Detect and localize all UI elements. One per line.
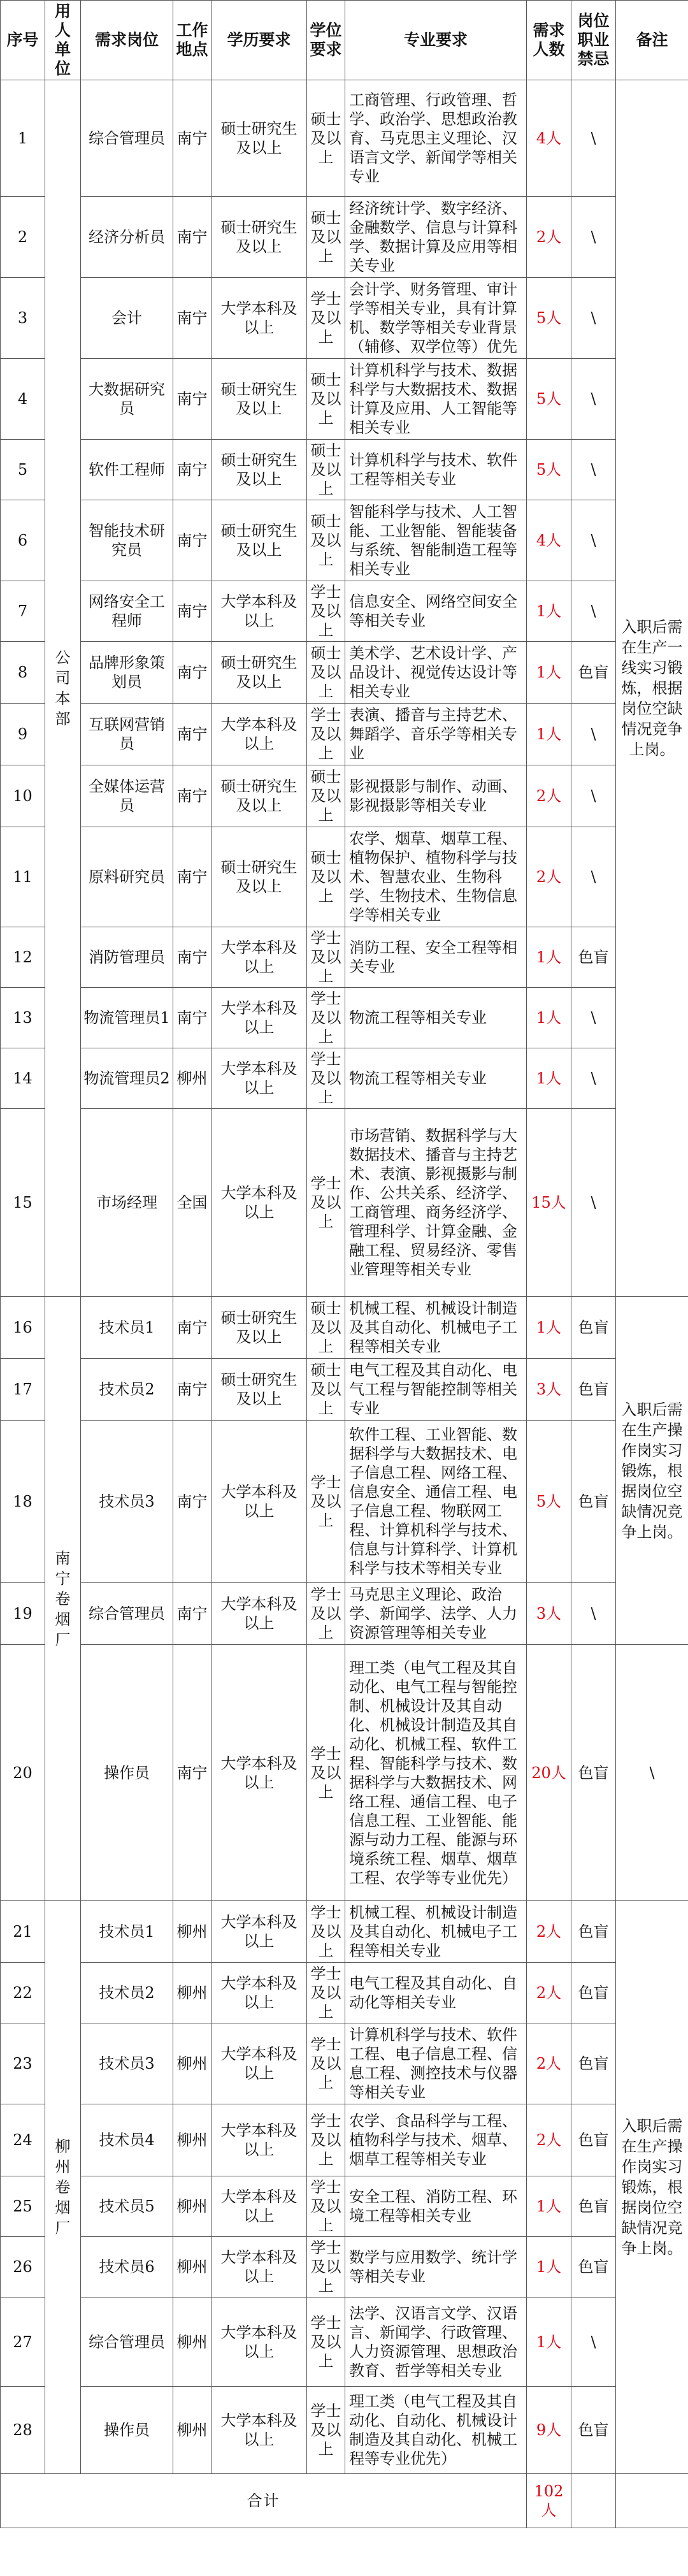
remark-cell: \ xyxy=(616,1645,688,1901)
post-cell: 技术员6 xyxy=(81,2237,173,2297)
header-no: 序号 xyxy=(1,1,45,80)
table-row xyxy=(1,1645,688,1901)
major-cell: 会计学、财务管理、审计学等相关专业，具有计算机、数学等相关专业背景（辅修、双学位等）优先 xyxy=(345,278,527,359)
taboo-cell: 色盲 xyxy=(571,642,616,704)
taboo-cell: \ xyxy=(571,581,616,642)
post-cell: 操作员 xyxy=(81,2387,173,2474)
post-cell: 品牌形象策划员 xyxy=(81,642,173,704)
table-row xyxy=(1,1297,688,1359)
degree-cell: 学士及以上 xyxy=(307,581,345,642)
education-cell: 大学本科及以上 xyxy=(211,2023,307,2104)
taboo-cell: 色盲 xyxy=(571,1963,616,2023)
location-cell: 南宁 xyxy=(173,1645,211,1901)
row-number: 26 xyxy=(1,2237,45,2297)
taboo-cell: \ xyxy=(571,278,616,359)
major-cell: 表演、播音与主持艺术、舞蹈学、音乐学等相关专业 xyxy=(345,704,527,765)
major-cell: 计算机科学与技术、软件工程等相关专业 xyxy=(345,440,527,500)
taboo-cell: 色盲 xyxy=(571,2387,616,2474)
education-cell: 大学本科及以上 xyxy=(211,1109,307,1297)
table-row xyxy=(1,704,688,765)
table-row xyxy=(1,440,688,500)
count-cell: 5人 xyxy=(527,440,571,500)
row-number: 5 xyxy=(1,440,45,500)
post-cell: 物流管理员1 xyxy=(81,988,173,1048)
education-cell: 大学本科及以上 xyxy=(211,278,307,359)
count-cell: 2人 xyxy=(527,1901,571,1963)
degree-cell: 硕士及以上 xyxy=(307,642,345,704)
major-cell: 工商管理、行政管理、哲学、政治学、思想政治教育、马克思主义理论、汉语言文学、新闻学等相关专业 xyxy=(345,80,527,197)
taboo-cell: \ xyxy=(571,765,616,827)
header-count: 需求人数 xyxy=(527,1,571,80)
row-number: 24 xyxy=(1,2104,45,2176)
location-cell: 全国 xyxy=(173,1109,211,1297)
taboo-cell: \ xyxy=(571,988,616,1048)
post-cell: 综合管理员 xyxy=(81,2297,173,2387)
row-number: 22 xyxy=(1,1963,45,2023)
count-cell: 1人 xyxy=(527,1048,571,1109)
taboo-cell: 色盲 xyxy=(571,1901,616,1963)
row-number: 17 xyxy=(1,1359,45,1421)
location-cell: 南宁 xyxy=(173,581,211,642)
location-cell: 南宁 xyxy=(173,704,211,765)
taboo-cell: \ xyxy=(571,359,616,440)
row-number: 19 xyxy=(1,1583,45,1645)
post-cell: 原料研究员 xyxy=(81,827,173,927)
major-cell: 美术学、艺术设计学、产品设计、视觉传达设计等相关专业 xyxy=(345,642,527,704)
taboo-cell: \ xyxy=(571,1583,616,1645)
post-cell: 技术员3 xyxy=(81,1421,173,1583)
location-cell: 柳州 xyxy=(173,1963,211,2023)
count-cell: 1人 xyxy=(527,988,571,1048)
header-major: 专业要求 xyxy=(345,1,527,80)
degree-cell: 学士及以上 xyxy=(307,1645,345,1901)
post-cell: 软件工程师 xyxy=(81,440,173,500)
major-cell: 消防工程、安全工程等相关专业 xyxy=(345,927,527,988)
count-cell: 1人 xyxy=(527,642,571,704)
table-row xyxy=(1,988,688,1048)
count-cell: 2人 xyxy=(527,827,571,927)
education-cell: 硕士研究生及以上 xyxy=(211,359,307,440)
major-cell: 信息安全、网络空间安全等相关专业 xyxy=(345,581,527,642)
education-cell: 硕士研究生及以上 xyxy=(211,642,307,704)
row-number: 8 xyxy=(1,642,45,704)
degree-cell: 硕士及以上 xyxy=(307,197,345,278)
major-cell: 农学、食品科学与工程、植物科学与技术、烟草、烟草工程等相关专业 xyxy=(345,2104,527,2176)
count-cell: 2人 xyxy=(527,1963,571,2023)
taboo-cell: 色盲 xyxy=(571,1359,616,1421)
education-cell: 大学本科及以上 xyxy=(211,2297,307,2387)
count-cell: 3人 xyxy=(527,1583,571,1645)
location-cell: 南宁 xyxy=(173,927,211,988)
row-number: 20 xyxy=(1,1645,45,1901)
location-cell: 南宁 xyxy=(173,278,211,359)
location-cell: 柳州 xyxy=(173,1901,211,1963)
count-cell: 3人 xyxy=(527,1359,571,1421)
row-number: 3 xyxy=(1,278,45,359)
table-row xyxy=(1,1963,688,2023)
table-row xyxy=(1,581,688,642)
education-cell: 大学本科及以上 xyxy=(211,1963,307,2023)
count-cell: 1人 xyxy=(527,2237,571,2297)
row-number: 1 xyxy=(1,80,45,197)
education-cell: 大学本科及以上 xyxy=(211,988,307,1048)
education-cell: 大学本科及以上 xyxy=(211,1048,307,1109)
education-cell: 大学本科及以上 xyxy=(211,1901,307,1963)
table-row xyxy=(1,1048,688,1109)
taboo-cell: \ xyxy=(571,2297,616,2387)
post-cell: 会计 xyxy=(81,278,173,359)
location-cell: 柳州 xyxy=(173,2104,211,2176)
major-cell: 计算机科学与技术、软件工程、电子信息工程、信息工程、测控技术与仪器等相关专业 xyxy=(345,2023,527,2104)
taboo-cell: \ xyxy=(571,197,616,278)
post-cell: 技术员1 xyxy=(81,1297,173,1359)
major-cell: 软件工程、工业智能、数据科学与大数据技术、电子信息工程、网络工程、信息安全、通信工程、电子信息工程、物联网工程、计算机科学与技术、信息与计算科学、计算机科学与技术等相关专业 xyxy=(345,1421,527,1583)
major-cell: 机械工程、机械设计制造及其自动化、机械电子工程等相关专业 xyxy=(345,1297,527,1359)
education-cell: 大学本科及以上 xyxy=(211,1583,307,1645)
header-location: 工作地点 xyxy=(173,1,211,80)
table-row xyxy=(1,197,688,278)
education-cell: 大学本科及以上 xyxy=(211,704,307,765)
taboo-cell: \ xyxy=(571,827,616,927)
location-cell: 南宁 xyxy=(173,642,211,704)
table-row xyxy=(1,927,688,988)
post-cell: 综合管理员 xyxy=(81,1583,173,1645)
location-cell: 南宁 xyxy=(173,765,211,827)
education-cell: 大学本科及以上 xyxy=(211,1421,307,1583)
taboo-cell: \ xyxy=(571,500,616,581)
major-cell: 物流工程等相关专业 xyxy=(345,1048,527,1109)
count-cell: 9人 xyxy=(527,2387,571,2474)
row-number: 25 xyxy=(1,2176,45,2237)
table-row xyxy=(1,2297,688,2387)
degree-cell: 硕士及以上 xyxy=(307,440,345,500)
degree-cell: 硕士及以上 xyxy=(307,359,345,440)
count-cell: 5人 xyxy=(527,278,571,359)
education-cell: 大学本科及以上 xyxy=(211,2104,307,2176)
row-number: 21 xyxy=(1,1901,45,1963)
total-value: 102人 xyxy=(527,2474,571,2528)
total-label: 合计 xyxy=(1,2474,527,2528)
row-number: 12 xyxy=(1,927,45,988)
count-cell: 5人 xyxy=(527,1421,571,1583)
post-cell: 经济分析员 xyxy=(81,197,173,278)
location-cell: 南宁 xyxy=(173,500,211,581)
post-cell: 市场经理 xyxy=(81,1109,173,1297)
header-unit: 用人单位 xyxy=(45,1,81,80)
location-cell: 柳州 xyxy=(173,2023,211,2104)
degree-cell: 硕士及以上 xyxy=(307,765,345,827)
degree-cell: 学士及以上 xyxy=(307,1583,345,1645)
remark-cell: 入职后需在生产一线实习锻炼，根据岗位空缺情况竞争上岗。 xyxy=(616,80,688,1297)
table-row xyxy=(1,2104,688,2176)
header-post: 需求岗位 xyxy=(81,1,173,80)
education-cell: 硕士研究生及以上 xyxy=(211,1297,307,1359)
major-cell: 电气工程及其自动化、电气工程与智能控制等相关专业 xyxy=(345,1359,527,1421)
count-cell: 1人 xyxy=(527,927,571,988)
row-number: 15 xyxy=(1,1109,45,1297)
count-cell: 1人 xyxy=(527,2297,571,2387)
unit-cell: 公司本部 xyxy=(45,80,81,1297)
taboo-cell: \ xyxy=(571,80,616,197)
location-cell: 柳州 xyxy=(173,2237,211,2297)
post-cell: 消防管理员 xyxy=(81,927,173,988)
major-cell: 法学、汉语言文学、汉语言、新闻学、行政管理、人力资源管理、思想政治教育、哲学等相关专业 xyxy=(345,2297,527,2387)
row-number: 28 xyxy=(1,2387,45,2474)
major-cell: 数学与应用数学、统计学等相关专业 xyxy=(345,2237,527,2297)
row-number: 6 xyxy=(1,500,45,581)
education-cell: 大学本科及以上 xyxy=(211,2176,307,2237)
post-cell: 网络安全工程师 xyxy=(81,581,173,642)
degree-cell: 硕士及以上 xyxy=(307,827,345,927)
taboo-cell: 色盲 xyxy=(571,1645,616,1901)
location-cell: 南宁 xyxy=(173,1359,211,1421)
table-row xyxy=(1,765,688,827)
location-cell: 南宁 xyxy=(173,1297,211,1359)
major-cell: 市场营销、数据科学与大数据技术、播音与主持艺术、表演、影视摄影与制作、公共关系、经济学、工商管理、商务经济学、管理科学、计算金融、金融工程、贸易经济、零售业管理等相关专业 xyxy=(345,1109,527,1297)
count-cell: 5人 xyxy=(527,359,571,440)
degree-cell: 学士及以上 xyxy=(307,927,345,988)
header-degree: 学位要求 xyxy=(307,1,345,80)
count-cell: 15人 xyxy=(527,1109,571,1297)
major-cell: 电气工程及其自动化、自动化等相关专业 xyxy=(345,1963,527,2023)
major-cell: 物流工程等相关专业 xyxy=(345,988,527,1048)
degree-cell: 学士及以上 xyxy=(307,2387,345,2474)
count-cell: 2人 xyxy=(527,197,571,278)
major-cell: 安全工程、消防工程、环境工程等相关专业 xyxy=(345,2176,527,2237)
post-cell: 技术员5 xyxy=(81,2176,173,2237)
table-row xyxy=(1,500,688,581)
row-number: 4 xyxy=(1,359,45,440)
major-cell: 计算机科学与技术、数据科学与大数据技术、数据计算及应用、人工智能等相关专业 xyxy=(345,359,527,440)
post-cell: 物流管理员2 xyxy=(81,1048,173,1109)
count-cell: 1人 xyxy=(527,581,571,642)
degree-cell: 学士及以上 xyxy=(307,1048,345,1109)
post-cell: 技术员2 xyxy=(81,1963,173,2023)
header-remark: 备注 xyxy=(616,1,688,80)
post-cell: 综合管理员 xyxy=(81,80,173,197)
degree-cell: 学士及以上 xyxy=(307,2023,345,2104)
major-cell: 智能科学与技术、人工智能、工业智能、智能装备与系统、智能制造工程等相关专业 xyxy=(345,500,527,581)
degree-cell: 学士及以上 xyxy=(307,704,345,765)
major-cell: 影视摄影与制作、动画、影视摄影等相关专业 xyxy=(345,765,527,827)
degree-cell: 学士及以上 xyxy=(307,988,345,1048)
table-row xyxy=(1,1583,688,1645)
table-body xyxy=(1,1,688,2528)
location-cell: 南宁 xyxy=(173,1421,211,1583)
table-row xyxy=(1,1109,688,1297)
education-cell: 大学本科及以上 xyxy=(211,2387,307,2474)
count-cell: 1人 xyxy=(527,1297,571,1359)
total-empty-taboo xyxy=(571,2474,616,2528)
count-cell: 4人 xyxy=(527,80,571,197)
row-number: 11 xyxy=(1,827,45,927)
row-number: 23 xyxy=(1,2023,45,2104)
total-row xyxy=(1,2474,688,2528)
row-number: 10 xyxy=(1,765,45,827)
row-number: 2 xyxy=(1,197,45,278)
post-cell: 技术员2 xyxy=(81,1359,173,1421)
taboo-cell: 色盲 xyxy=(571,1421,616,1583)
table-row xyxy=(1,80,688,197)
remark-cell: 入职后需在生产操作岗实习锻炼，根据岗位空缺情况竞争上岗。 xyxy=(616,1901,688,2474)
degree-cell: 学士及以上 xyxy=(307,2237,345,2297)
taboo-cell: 色盲 xyxy=(571,2104,616,2176)
count-cell: 1人 xyxy=(527,2176,571,2237)
taboo-cell: 色盲 xyxy=(571,2237,616,2297)
row-number: 14 xyxy=(1,1048,45,1109)
row-number: 13 xyxy=(1,988,45,1048)
count-cell: 20人 xyxy=(527,1645,571,1901)
location-cell: 柳州 xyxy=(173,2387,211,2474)
degree-cell: 学士及以上 xyxy=(307,2104,345,2176)
education-cell: 大学本科及以上 xyxy=(211,1645,307,1901)
degree-cell: 硕士及以上 xyxy=(307,80,345,197)
location-cell: 柳州 xyxy=(173,2297,211,2387)
location-cell: 南宁 xyxy=(173,197,211,278)
degree-cell: 学士及以上 xyxy=(307,2176,345,2237)
degree-cell: 学士及以上 xyxy=(307,2297,345,2387)
row-number: 16 xyxy=(1,1297,45,1359)
post-cell: 智能技术研究员 xyxy=(81,500,173,581)
location-cell: 南宁 xyxy=(173,359,211,440)
post-cell: 操作员 xyxy=(81,1645,173,1901)
location-cell: 柳州 xyxy=(173,1048,211,1109)
header-row xyxy=(1,1,688,80)
major-cell: 经济统计学、数字经济、金融数学、信息与计算科学、数据计算及应用等相关专业 xyxy=(345,197,527,278)
degree-cell: 硕士及以上 xyxy=(307,500,345,581)
row-number: 18 xyxy=(1,1421,45,1583)
education-cell: 硕士研究生及以上 xyxy=(211,500,307,581)
education-cell: 硕士研究生及以上 xyxy=(211,1359,307,1421)
education-cell: 硕士研究生及以上 xyxy=(211,827,307,927)
count-cell: 1人 xyxy=(527,704,571,765)
taboo-cell: \ xyxy=(571,440,616,500)
row-number: 27 xyxy=(1,2297,45,2387)
count-cell: 2人 xyxy=(527,2023,571,2104)
table-row xyxy=(1,2387,688,2474)
table-row xyxy=(1,2176,688,2237)
major-cell: 理工类（电气工程及其自动化、电气工程与智能控制、机械设计及其自动化、机械设计制造及其自动化、机械工程、软件工程、智能科学与技术、数据科学与大数据技术、网络工程、通信工程、电子信息工程、工业智能、能源与动力工程、能源与环境系统工程、烟草、烟草工程、农学等专业优先） xyxy=(345,1645,527,1901)
degree-cell: 学士及以上 xyxy=(307,1901,345,1963)
degree-cell: 硕士及以上 xyxy=(307,1297,345,1359)
education-cell: 大学本科及以上 xyxy=(211,581,307,642)
education-cell: 硕士研究生及以上 xyxy=(211,80,307,197)
location-cell: 柳州 xyxy=(173,2176,211,2237)
taboo-cell: 色盲 xyxy=(571,2176,616,2237)
education-cell: 硕士研究生及以上 xyxy=(211,765,307,827)
taboo-cell: 色盲 xyxy=(571,927,616,988)
location-cell: 南宁 xyxy=(173,1583,211,1645)
count-cell: 2人 xyxy=(527,765,571,827)
table-row xyxy=(1,359,688,440)
header-education: 学历要求 xyxy=(211,1,307,80)
count-cell: 2人 xyxy=(527,2104,571,2176)
degree-cell: 硕士及以上 xyxy=(307,1359,345,1421)
degree-cell: 学士及以上 xyxy=(307,1963,345,2023)
location-cell: 南宁 xyxy=(173,827,211,927)
table-row xyxy=(1,1359,688,1421)
taboo-cell: \ xyxy=(571,1048,616,1109)
location-cell: 南宁 xyxy=(173,80,211,197)
post-cell: 大数据研究员 xyxy=(81,359,173,440)
education-cell: 硕士研究生及以上 xyxy=(211,440,307,500)
post-cell: 全媒体运营员 xyxy=(81,765,173,827)
taboo-cell: 色盲 xyxy=(571,1297,616,1359)
post-cell: 互联网营销员 xyxy=(81,704,173,765)
education-cell: 硕士研究生及以上 xyxy=(211,197,307,278)
post-cell: 技术员1 xyxy=(81,1901,173,1963)
major-cell: 农学、烟草、烟草工程、植物保护、植物科学与技术、智慧农业、生物科学、生物技术、生物信息学等相关专业 xyxy=(345,827,527,927)
major-cell: 机械工程、机械设计制造及其自动化、机械电子工程等相关专业 xyxy=(345,1901,527,1963)
header-taboo: 岗位职业禁忌 xyxy=(571,1,616,80)
major-cell: 理工类（电气工程及其自动化、自动化、机械设计制造及其自动化、机械工程等专业优先） xyxy=(345,2387,527,2474)
degree-cell: 学士及以上 xyxy=(307,1109,345,1297)
unit-cell: 柳州卷烟厂 xyxy=(45,1901,81,2474)
count-cell: 4人 xyxy=(527,500,571,581)
taboo-cell: \ xyxy=(571,704,616,765)
location-cell: 南宁 xyxy=(173,988,211,1048)
unit-cell: 南宁卷烟厂 xyxy=(45,1297,81,1901)
remark-cell: 入职后需在生产操作岗实习锻炼，根据岗位空缺情况竞争上岗。 xyxy=(616,1297,688,1645)
table-row xyxy=(1,1421,688,1583)
row-number: 7 xyxy=(1,581,45,642)
table-row xyxy=(1,642,688,704)
taboo-cell: 色盲 xyxy=(571,2023,616,2104)
post-cell: 技术员3 xyxy=(81,2023,173,2104)
row-number: 9 xyxy=(1,704,45,765)
table-row xyxy=(1,827,688,927)
degree-cell: 学士及以上 xyxy=(307,1421,345,1583)
major-cell: 马克思主义理论、政治学、新闻学、法学、人力资源管理等相关专业 xyxy=(345,1583,527,1645)
degree-cell: 学士及以上 xyxy=(307,278,345,359)
total-empty-remark xyxy=(616,2474,688,2528)
table-row xyxy=(1,278,688,359)
table-row xyxy=(1,2237,688,2297)
education-cell: 大学本科及以上 xyxy=(211,927,307,988)
education-cell: 大学本科及以上 xyxy=(211,2237,307,2297)
taboo-cell: \ xyxy=(571,1109,616,1297)
post-cell: 技术员4 xyxy=(81,2104,173,2176)
location-cell: 南宁 xyxy=(173,440,211,500)
table-row xyxy=(1,2023,688,2104)
table-row xyxy=(1,1901,688,1963)
